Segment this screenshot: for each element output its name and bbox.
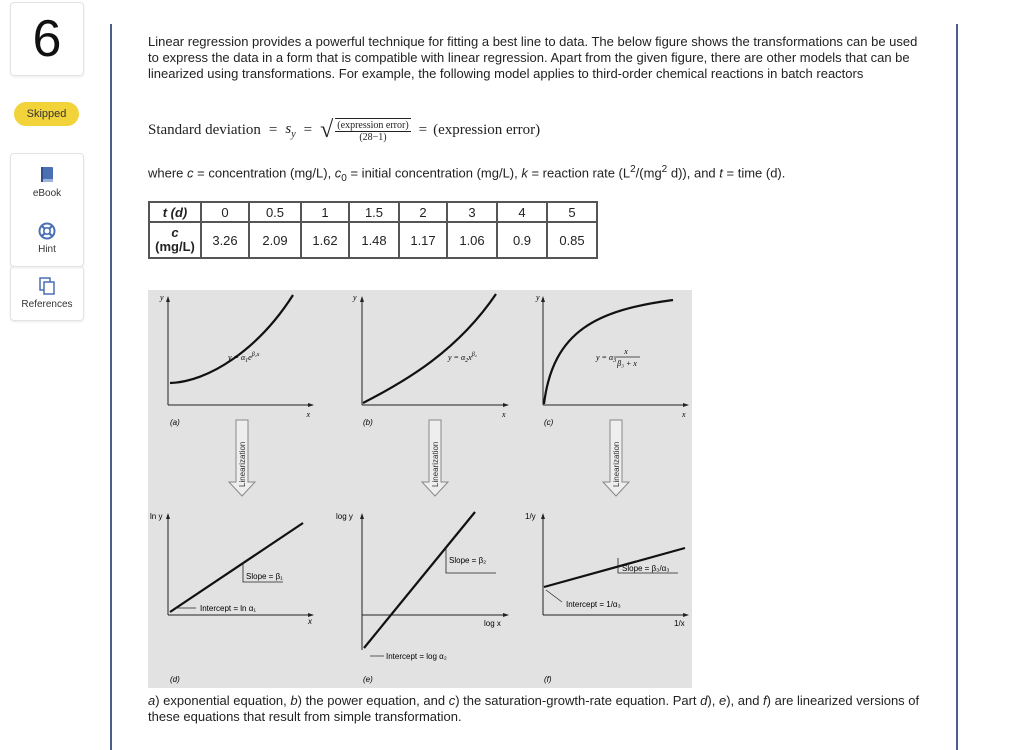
where-text-6: d)), and xyxy=(667,165,720,181)
label-invy: 1/y xyxy=(525,512,536,521)
table-row-c xyxy=(149,222,597,258)
intercept-e: Intercept = log α₂ xyxy=(386,652,447,661)
panel-e xyxy=(336,512,509,684)
eq-a xyxy=(227,352,260,364)
where-text-5: /(mg xyxy=(635,165,662,181)
table-cell: 4 xyxy=(497,202,547,222)
label-y-a: y xyxy=(160,293,164,302)
panel-a xyxy=(159,293,314,427)
eq-c xyxy=(595,347,640,368)
panel-d xyxy=(150,512,314,684)
panel-label-e: (e) xyxy=(363,675,373,684)
formula-equals-1: = xyxy=(268,121,278,138)
eq-b-main: y = α xyxy=(448,353,466,362)
references-button[interactable] xyxy=(10,266,84,321)
table-cell: 0.5 xyxy=(249,202,301,222)
eq-c-lhs: y = α xyxy=(596,353,614,362)
data-table xyxy=(148,201,598,259)
eq-c-den: β₃ + x xyxy=(617,359,637,368)
formula-equals-2: = xyxy=(303,121,313,138)
axis-y-arrow xyxy=(541,296,545,302)
table-header-t-text: t (d) xyxy=(162,204,188,220)
curve-a xyxy=(170,295,293,383)
eq-a-sub: 1 xyxy=(245,358,249,364)
label-lny: ln y xyxy=(150,512,163,521)
caption-text-3: ) the saturation-growth-rate equation. Part xyxy=(455,693,701,708)
table-cell: 3.26 xyxy=(201,222,249,258)
where-text-4: = reaction rate (L xyxy=(527,165,631,181)
formula-numerator: (expression error) xyxy=(337,119,409,131)
table-cell: 0.9 xyxy=(497,222,547,258)
table-cell: 0.85 xyxy=(547,222,597,258)
ebook-button[interactable] xyxy=(11,154,83,210)
eq-a-main: y = α xyxy=(228,353,246,362)
linearization-label-1: Linearization xyxy=(238,441,247,487)
panel-b xyxy=(352,293,509,427)
linearization-arrow-1 xyxy=(229,420,255,496)
lifebuoy-icon xyxy=(38,222,56,240)
table-row-t xyxy=(149,202,597,222)
ebook-label: eBook xyxy=(32,187,62,199)
label-x-b: x xyxy=(502,410,506,419)
panel-f xyxy=(525,512,689,684)
eq-c-sub: 3 xyxy=(613,358,617,364)
caption-text-2: ) the power equation, and xyxy=(297,693,449,708)
where-text-7: = time (d). xyxy=(722,165,786,181)
sqrt-sign: √ xyxy=(320,117,334,143)
panel-label-d: (d) xyxy=(170,675,180,684)
axis-x-arrow xyxy=(503,403,509,407)
eq-c-main xyxy=(595,353,616,364)
eq-a-e: e xyxy=(248,353,252,362)
axis-y-arrow xyxy=(166,513,170,519)
table-cell: 1.17 xyxy=(399,222,447,258)
table-header-t xyxy=(149,202,201,222)
panel-label-a: (a) xyxy=(170,418,180,427)
table-cell: 1.06 xyxy=(447,222,497,258)
caption-c: c xyxy=(448,693,456,708)
linearization-figure xyxy=(148,290,692,688)
where-c0: c xyxy=(334,165,342,181)
intercept-leader-f xyxy=(546,590,562,602)
label-x-c: x xyxy=(682,410,686,419)
hint-button[interactable] xyxy=(11,210,83,266)
table-cell: 1 xyxy=(301,202,349,222)
slope-e: Slope = β₂ xyxy=(449,556,487,565)
line-e xyxy=(364,512,475,648)
where-c0-sub: 0 xyxy=(341,172,347,184)
intercept-f: Intercept = 1/α₃ xyxy=(566,600,621,609)
table-cell: 5 xyxy=(547,202,597,222)
panel-label-f: (f) xyxy=(544,675,552,684)
where-text-1: where xyxy=(148,165,188,181)
caption-text-5: ), and xyxy=(726,693,764,708)
label-x-a: x xyxy=(306,410,310,419)
question-number-box xyxy=(10,2,84,76)
variable-definitions xyxy=(148,164,785,184)
axis-x-arrow xyxy=(308,403,314,407)
hint-label: Hint xyxy=(38,243,56,255)
content-border-left xyxy=(110,24,112,750)
question-intro: Linear regression provides a powerful technique for fitting a best line to data. The below figure shows the transformations can be used to express the data in a form that is compatible with linear regression. Apart from the given figure, there are other models that can be linearized using transformations. For example, the following model applies to third-order chemical reactions in batch reactors xyxy=(148,34,918,81)
caption-text-4: ), xyxy=(707,693,719,708)
table-header-c-var: c xyxy=(171,225,179,240)
book-icon xyxy=(38,166,56,184)
axis-x-arrow xyxy=(683,403,689,407)
eq-b-sup: β₂ xyxy=(471,352,477,358)
where-c: c xyxy=(187,165,194,181)
where-text-2: = concentration (mg/L), xyxy=(193,165,335,181)
table-cell: 1.48 xyxy=(349,222,399,258)
tools-panel xyxy=(10,153,84,267)
formula-rhs: (expression error) xyxy=(433,121,541,138)
linearization-arrow-3 xyxy=(603,420,629,496)
figure-svg xyxy=(148,290,692,688)
label-invx: 1/x xyxy=(674,619,685,628)
references-label: References xyxy=(21,299,73,310)
eq-b-x: x xyxy=(468,353,472,362)
label-logx: log x xyxy=(484,619,501,628)
figure-caption xyxy=(148,693,928,725)
eq-c-num: x xyxy=(624,347,628,356)
label-y-b: y xyxy=(353,293,357,302)
eq-a-sup: β₁x xyxy=(251,352,260,358)
line-d xyxy=(170,523,303,612)
linearization-label-2: Linearization xyxy=(431,441,440,487)
curve-c xyxy=(544,300,673,404)
axis-y-arrow xyxy=(541,513,545,519)
caption-text-1: ) exponential equation, xyxy=(155,693,291,708)
where-sup-1: 2 xyxy=(630,164,636,175)
linearization-label-3: Linearization xyxy=(612,441,621,487)
intercept-d: Intercept = ln α₁ xyxy=(200,604,257,613)
axis-y-arrow xyxy=(166,296,170,302)
label-logy: log y xyxy=(336,512,353,521)
formula-s-sub: y xyxy=(291,128,296,140)
formula-equals-3: = xyxy=(418,121,428,138)
caption-e: e xyxy=(718,693,727,708)
table-cell: 2.09 xyxy=(249,222,301,258)
caption-a: a xyxy=(148,693,156,708)
caption-b: b xyxy=(290,693,298,708)
where-t: t xyxy=(719,165,723,181)
question-content xyxy=(148,34,928,82)
table-header-c xyxy=(149,222,201,258)
content-border-right xyxy=(956,24,958,750)
label-y-c: y xyxy=(536,293,540,302)
eq-b xyxy=(447,352,477,364)
axis-x-arrow xyxy=(683,613,689,617)
table-cell: 3 xyxy=(447,202,497,222)
where-k: k xyxy=(521,165,528,181)
linearization-arrow-2 xyxy=(422,420,448,496)
table-cell: 1.62 xyxy=(301,222,349,258)
caption-f: f xyxy=(763,693,767,708)
caption-text-6: ) are linearized versions of these equations that result from simple transformation. xyxy=(148,693,920,724)
formula-s: s xyxy=(285,120,292,137)
table-cell: 2 xyxy=(399,202,447,222)
formula-sqrt xyxy=(320,118,413,143)
axis-x-arrow xyxy=(503,613,509,617)
table-cell: 1.5 xyxy=(349,202,399,222)
panel-label-b: (b) xyxy=(363,418,373,427)
axis-y-arrow xyxy=(360,296,364,302)
panel-label-c: (c) xyxy=(544,418,554,427)
slope-d: Slope = β₁ xyxy=(246,572,283,581)
documents-icon xyxy=(38,277,56,295)
caption-d: d xyxy=(700,693,708,708)
formula-denominator: (28−1) xyxy=(359,131,387,143)
status-badge: Skipped xyxy=(14,102,79,126)
axis-y-arrow xyxy=(360,513,364,519)
formula-lhs: Standard deviation xyxy=(148,121,261,138)
where-sup-2: 2 xyxy=(661,164,668,175)
label-x-d: x xyxy=(308,617,312,626)
panel-c xyxy=(535,293,689,427)
table-cell: 0 xyxy=(201,202,249,222)
slope-f: Slope = β₃/α₃ xyxy=(622,564,670,573)
std-dev-formula xyxy=(148,112,540,148)
table-header-c-unit: (mg/L) xyxy=(155,239,195,254)
eq-b-sub: 2 xyxy=(465,358,469,364)
question-number: 6 xyxy=(32,10,62,68)
curve-b xyxy=(363,294,496,403)
where-text-3: = initial concentration (mg/L), xyxy=(346,165,522,181)
